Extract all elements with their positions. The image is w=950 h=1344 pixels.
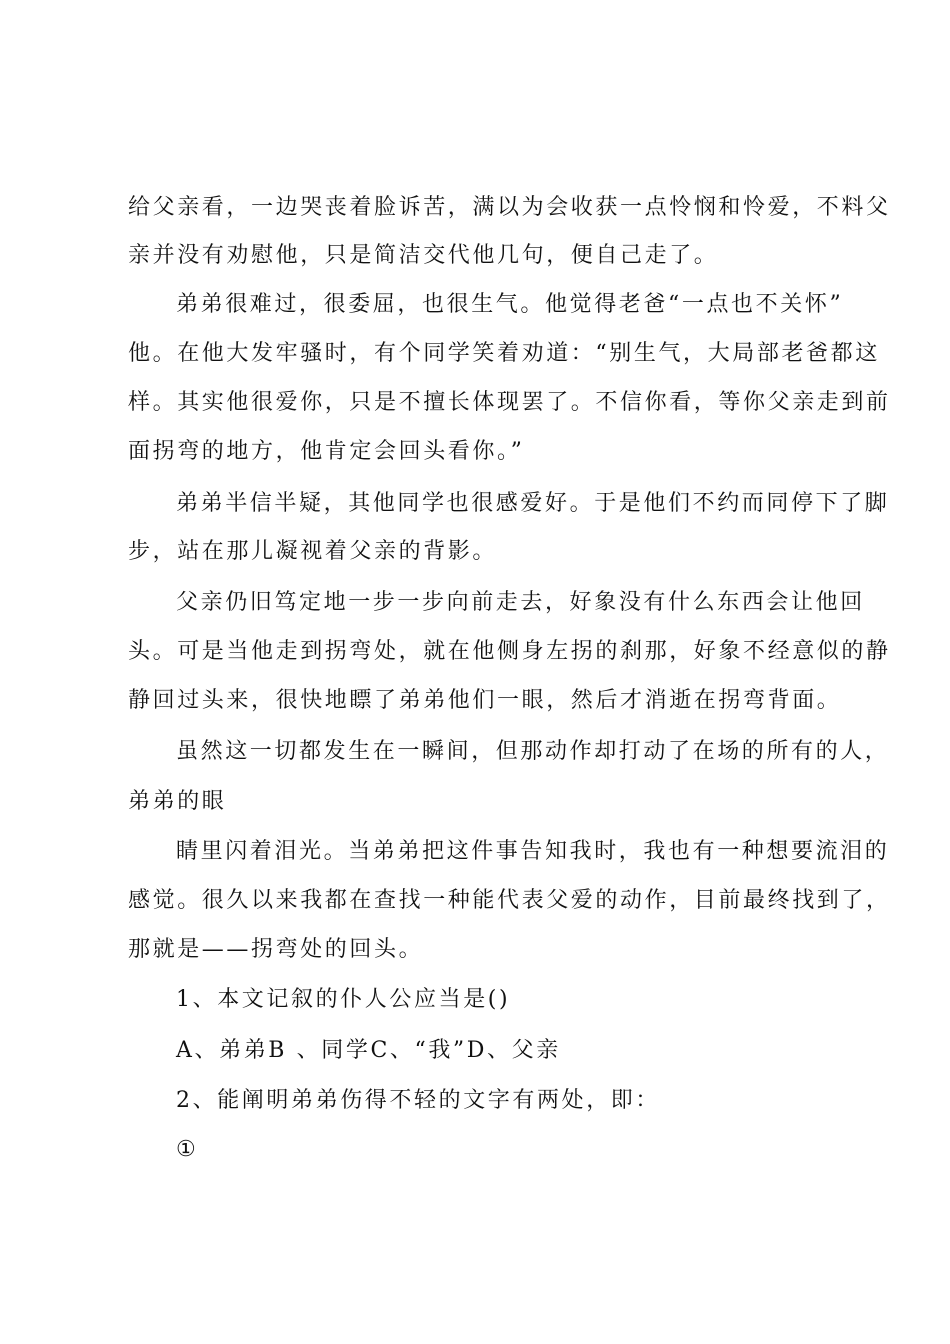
- text-line: 头。可是当他走到拐弯处，就在他侧身左拐的刹那，好象不经意似的静: [128, 639, 891, 664]
- text-line: 那就是——拐弯处的回头。: [128, 937, 424, 962]
- question-1: 1、本文记叙的仆人公应当是(): [176, 987, 511, 1012]
- text-line: 弟弟很难过，很委屈，也很生气。他觉得老爸“一点也不关怀”: [176, 292, 844, 317]
- question-1-options: A、弟弟B 、同学C、“我”D、父亲: [176, 1038, 561, 1063]
- text-line: 面拐弯的地方，他肯定会回头看你。”: [128, 439, 525, 464]
- text-line: 给父亲看，一边哭丧着脸诉苦，满以为会收获一点怜悯和怜爱，不料父: [128, 195, 891, 220]
- text-line: 感觉。很久以来我都在查找一种能代表父爱的动作，目前最终找到了，: [128, 888, 891, 913]
- text-line: 静回过头来，很快地瞟了弟弟他们一眼，然后才消逝在拐弯背面。: [128, 688, 842, 713]
- text-line: 样。其实他很爱你，只是不擅长体现罢了。不信你看，等你父亲走到前: [128, 390, 891, 415]
- question-2: 2、能阐明弟弟伤得不轻的文字有两处，即：: [176, 1088, 660, 1113]
- text-line: 步，站在那儿凝视着父亲的背影。: [128, 539, 498, 564]
- text-line: 亲并没有劝慰他，只是简洁交代他几句，便自己走了。: [128, 243, 719, 268]
- text-line: 睛里闪着泪光。当弟弟把这件事告知我时，我也有一种想要流泪的: [176, 839, 890, 864]
- text-line: 弟弟的眼: [128, 789, 227, 814]
- text-line: 父亲仍旧笃定地一步一步向前走去，好象没有什么东西会让他回: [176, 590, 865, 615]
- text-line: 虽然这一切都发生在一瞬间，但那动作却打动了在场的所有的人，: [176, 739, 890, 764]
- answer-marker: ①: [176, 1137, 199, 1162]
- text-line: 他。在他大发牢骚时，有个同学笑着劝道：“别生气，大局部老爸都这: [128, 341, 880, 366]
- text-line: 弟弟半信半疑，其他同学也很感爱好。于是他们不约而同停下了脚: [176, 491, 890, 516]
